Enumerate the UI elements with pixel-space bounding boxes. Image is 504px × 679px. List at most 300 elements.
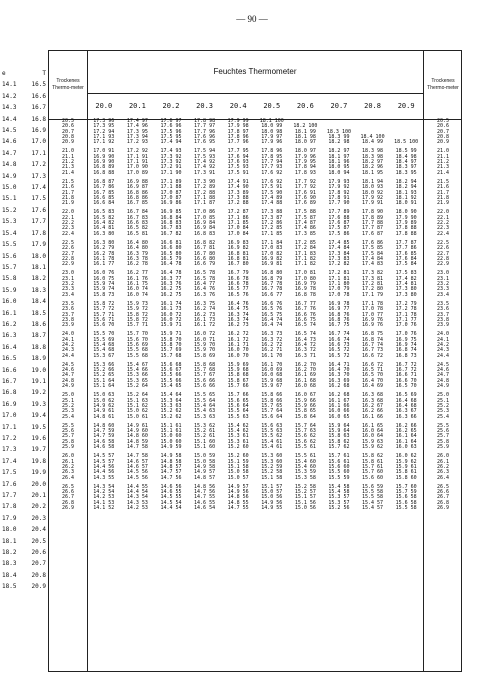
table-cell: 18.0 95 — [328, 164, 350, 171]
e-value: 14.5 — [2, 127, 17, 135]
table-cell: 16.1 70 — [261, 352, 283, 359]
table-cell: 17.3 95 — [126, 128, 148, 135]
table-cell: 15.3 60 — [261, 453, 283, 460]
e-value: 18.5 — [2, 583, 17, 591]
table-cell: 18.3 95 — [395, 169, 417, 176]
t-value: 16.8 — [31, 115, 46, 123]
table-cell: 17.5 93 — [227, 164, 249, 171]
table-cell: 14.8 56 — [194, 483, 216, 490]
table-cell: 16.3 70 — [328, 372, 350, 379]
table-row — [87, 293, 423, 298]
table-cell: 17.5 84 — [362, 250, 384, 257]
table-cell: 15.7 60 — [362, 469, 384, 476]
table-cell: 15.5 60 — [328, 469, 350, 476]
table-cell: 15.6 62 — [294, 433, 316, 440]
dry-value-left: 22.5 — [61, 239, 75, 246]
table-cell: 15.7 64 — [294, 422, 316, 429]
table-cell: 16.7 85 — [126, 200, 148, 207]
dry-value-right: 20.8 — [436, 133, 450, 140]
dry-value-right: 26.5 — [436, 483, 450, 490]
table-cell: 18.4 97 — [395, 159, 417, 166]
table-cell: 15.8 67 — [227, 377, 249, 384]
left-e-t-row — [0, 467, 48, 478]
table-cell: 15.7 71 — [126, 322, 148, 329]
left-e-t-row — [0, 558, 48, 569]
table-cell: 16.0 65 — [328, 413, 350, 420]
t-value: 19.0 — [31, 366, 46, 374]
table-cell: 15.6 65 — [227, 397, 249, 404]
e-value: 16.2 — [2, 320, 17, 328]
table-cell: 17.8 96 — [261, 148, 283, 155]
t-value: 17.7 — [31, 218, 46, 226]
dry-value-right: 21.2 — [436, 159, 450, 166]
table-cell: 16.7 75 — [328, 322, 350, 329]
row-group — [87, 424, 423, 450]
table-cell: 17.0 87 — [160, 194, 182, 201]
dry-value-right: 25.7 — [436, 433, 450, 440]
table-cell: 16.0 66 — [328, 408, 350, 415]
table-cell: 16.1 77 — [93, 261, 115, 268]
dry-value-right: 22.9 — [436, 261, 450, 268]
table-cell: 17.7 97 — [194, 123, 216, 130]
e-value: 17.8 — [2, 503, 17, 511]
table-cell: 15.0 58 — [227, 469, 249, 476]
table-cell: 14.7 55 — [194, 494, 216, 501]
table-cell: 17.5 90 — [261, 189, 283, 196]
dry-value-left: 24.0 — [61, 331, 75, 338]
left-e-t-row — [0, 490, 48, 501]
table-cell: 15.9 74 — [93, 286, 115, 293]
table-cell: 15.5 66 — [160, 372, 182, 379]
dry-values-left — [49, 119, 88, 671]
dry-value-right: 23.0 — [436, 270, 450, 277]
table-cell: 15.7 68 — [160, 352, 182, 359]
table-cell: 15.4 61 — [261, 444, 283, 451]
table-cell: 17.2 92 — [126, 148, 148, 155]
table-cell: 17.5 87 — [328, 225, 350, 232]
table-cell: 16.9 90 — [93, 153, 115, 160]
dry-value-left: 21.4 — [61, 169, 75, 176]
table-cell: 17.0 80 — [294, 275, 316, 282]
table-cell: 16.0 72 — [194, 331, 216, 338]
table-cell: 15.7 72 — [93, 306, 115, 313]
table-cell: 15.7 70 — [126, 331, 148, 338]
table-cell: 16.1 65 — [362, 422, 384, 429]
table-cell: 17.3 80 — [395, 286, 417, 293]
table-cell: 15.5 70 — [93, 331, 115, 338]
wet-thermometer-columns — [87, 93, 423, 119]
table-cell: 17.6 87 — [362, 230, 384, 237]
dry-value-right: 24.6 — [436, 367, 450, 374]
table-cell: 17.5 93 — [194, 153, 216, 160]
table-cell: 14.9 55 — [261, 505, 283, 511]
dry-value-right: 26.8 — [436, 499, 450, 506]
table-cell: 18.3 98 — [362, 153, 384, 160]
dry-group-right — [424, 454, 462, 480]
table-cell: 17.2 85 — [294, 239, 316, 246]
e-value: 17.0 — [2, 412, 17, 420]
table-cell: 16.7 78 — [261, 286, 283, 293]
dry-value-left: 20.9 — [61, 139, 75, 146]
dry-value-right: 26.6 — [436, 489, 450, 496]
table-cell: 15.5 63 — [227, 413, 249, 420]
table-cell: 14.9 57 — [194, 469, 216, 476]
table-cell: 16.2 75 — [160, 291, 182, 298]
table-cell: 15.5 63 — [261, 428, 283, 435]
table-cell: 17.1 83 — [294, 250, 316, 257]
table-cell: 17.1 88 — [194, 194, 216, 201]
left-e-t-row — [0, 216, 48, 227]
table-cell: 17.1 81 — [328, 275, 350, 282]
dry-value-right: 22.1 — [436, 214, 450, 221]
table-cell: 16.5 69 — [395, 392, 417, 399]
table-cell: 17.7 88 — [362, 220, 384, 227]
table-cell: 17.2 81 — [328, 270, 350, 277]
table-cell: 16.5 78 — [194, 270, 216, 277]
column-header: 20.6 — [296, 102, 314, 110]
table-cell: 17.6 88 — [328, 214, 350, 221]
left-e-t-row — [0, 239, 48, 250]
table-cell: 15.5 61 — [294, 444, 316, 451]
table-cell: 17.4 88 — [261, 200, 283, 207]
t-value: 20.6 — [31, 549, 46, 557]
e-header: e — [2, 70, 6, 77]
table-cell: 15.0 56 — [261, 494, 283, 501]
table-cell: 15.8 70 — [160, 336, 182, 343]
dry-value-left: 25.5 — [61, 422, 75, 429]
table-cell: 17.1 78 — [395, 311, 417, 318]
table-cell: 16.6 74 — [328, 336, 350, 343]
table-cell: 17.0 85 — [194, 214, 216, 221]
dry-value-right: 23.9 — [436, 322, 450, 329]
table-cell: 16.1 66 — [328, 402, 350, 409]
table-cell: 17.9 91 — [362, 200, 384, 207]
dry-value-left: 20.5 — [61, 118, 75, 124]
table-cell: 16.3 75 — [194, 300, 216, 307]
left-e-t-header — [0, 68, 48, 79]
e-value: 15.6 — [2, 252, 17, 260]
dry-value-right: 24.2 — [436, 341, 450, 348]
table-cell: 14.5 54 — [160, 499, 182, 506]
dry-value-left: 21.2 — [61, 159, 75, 166]
table-cell: 17.4 83 — [362, 261, 384, 268]
table-cell: 17.4 89 — [261, 194, 283, 201]
table-cell: 16.3 76 — [194, 291, 216, 298]
table-cell: 17.3 80 — [395, 291, 417, 298]
t-value: 19.5 — [31, 423, 46, 431]
dry-thermometer-label-right: Trockenes Thermo-meter — [423, 51, 462, 119]
t-header: T — [42, 70, 46, 77]
dry-value-left: 23.8 — [61, 316, 75, 323]
left-e-t-row — [0, 444, 48, 455]
table-cell: 16.1 74 — [160, 300, 182, 307]
table-cell: 15.5 58 — [362, 489, 384, 496]
dry-value-left: 24.3 — [61, 347, 75, 354]
table-cell: 15.0 58 — [194, 458, 216, 465]
table-cell: 15.5 65 — [194, 392, 216, 399]
dry-value-left: 21.0 — [61, 148, 75, 155]
table-cell: 17.5 83 — [395, 270, 417, 277]
dry-group-right — [424, 424, 462, 450]
table-cell: 18.1 94 — [362, 178, 384, 185]
table-cell: 15.7 67 — [194, 372, 216, 379]
table-cell: 14.8 59 — [126, 438, 148, 445]
table-cell: 16.0 64 — [362, 433, 384, 440]
table-cell: 14.6 54 — [194, 505, 216, 511]
table-cell: 16.5 72 — [328, 352, 350, 359]
table-cell: 16.4 68 — [395, 402, 417, 409]
table-cell: 17.1 84 — [261, 239, 283, 246]
table-cell: 15.1 64 — [93, 383, 115, 390]
table-cell: 17.8 98 — [194, 118, 216, 124]
table-cell: 17.3 95 — [93, 123, 115, 130]
e-value: 16.5 — [2, 355, 17, 363]
table-cell: 16.2 79 — [93, 245, 115, 252]
table-cell: 15.9 66 — [294, 402, 316, 409]
e-value: 15.0 — [2, 184, 17, 192]
dry-value-right: 23.8 — [436, 316, 450, 323]
table-cell: 17.3 88 — [261, 209, 283, 216]
dry-value-right: 24.9 — [436, 383, 450, 390]
t-value: 17.4 — [31, 184, 46, 192]
table-cell: 17.9 96 — [294, 153, 316, 160]
table-cell: 15.9 64 — [328, 422, 350, 429]
dry-value-right: 22.5 — [436, 239, 450, 246]
dry-value-left: 23.9 — [61, 322, 75, 329]
table-cell: 16.8 74 — [395, 347, 417, 354]
table-cell: 14.4 54 — [126, 489, 148, 496]
table-cell: 15.7 63 — [294, 428, 316, 435]
table-cell: 15.6 66 — [194, 383, 216, 390]
dry-value-left: 20.6 — [61, 123, 75, 130]
table-cell: 16.1 72 — [194, 322, 216, 329]
dry-group-right — [424, 149, 462, 175]
left-e-t-row — [0, 102, 48, 113]
table-cell: 15.5 61 — [294, 453, 316, 460]
dry-value-right: 22.8 — [436, 255, 450, 262]
table-cell: 14.6 55 — [160, 489, 182, 496]
table-cell: 17.2 79 — [395, 300, 417, 307]
table-cell: 15.2 64 — [126, 392, 148, 399]
table-cell: 17.1 87 — [194, 200, 216, 207]
t-value: 18.0 — [31, 252, 46, 260]
table-cell: 15.6 59 — [362, 483, 384, 490]
table-cell: 15.2 62 — [160, 408, 182, 415]
table-cell: 17.0 91 — [93, 148, 115, 155]
row-group — [87, 180, 423, 206]
table-cell: 16.1 70 — [261, 361, 283, 368]
t-value: 18.2 — [31, 275, 46, 283]
table-cell: 14.8 58 — [160, 458, 182, 465]
table-cell: 15.5 66 — [160, 377, 182, 384]
table-cell: 16.9 87 — [126, 184, 148, 191]
table-cell: 17.2 80 — [362, 286, 384, 293]
t-value: 19.7 — [31, 446, 46, 454]
dry-group-left — [49, 271, 87, 297]
table-cell: 17.6 97 — [160, 118, 182, 124]
dry-value-left: 23.5 — [61, 300, 75, 307]
dry-value-right: 21.6 — [436, 184, 450, 191]
table-cell: 16.7 84 — [126, 209, 148, 216]
table-cell: 17.3 89 — [227, 189, 249, 196]
table-cell: 16.3 72 — [261, 336, 283, 343]
t-value: 20.2 — [31, 503, 46, 511]
table-cell: 16.5 79 — [160, 255, 182, 262]
table-cell: 17.5 85 — [362, 245, 384, 252]
dry-value-left: 24.9 — [61, 383, 75, 390]
t-value: 17.8 — [31, 229, 46, 237]
dry-value-left: 21.5 — [61, 178, 75, 185]
t-value: 20.8 — [31, 571, 46, 579]
table-cell: 17.9 98 — [227, 123, 249, 130]
table-body — [49, 119, 461, 671]
table-cell: 17.1 90 — [160, 169, 182, 176]
table-cell: 16.8 84 — [160, 214, 182, 221]
table-cell: 17.0 76 — [395, 322, 417, 329]
e-value: 18.0 — [2, 526, 17, 534]
table-cell: 15.3 63 — [160, 402, 182, 409]
table-cell: 16.4 76 — [194, 286, 216, 293]
table-cell: 16.9 85 — [160, 209, 182, 216]
table-cell: 16.9 83 — [227, 239, 249, 246]
table-cell: 16.7 78 — [261, 281, 283, 288]
table-cell: 15.4 60 — [294, 458, 316, 465]
table-cell: 18.0 92 — [362, 189, 384, 196]
left-e-t-row — [0, 387, 48, 398]
table-row — [87, 140, 423, 145]
table-cell: 18.3 98 — [362, 148, 384, 155]
t-value: 19.9 — [31, 469, 46, 477]
table-cell: 16.4 78 — [160, 270, 182, 277]
table-cell: 17.3 83 — [328, 255, 350, 262]
table-cell: 16.2 72 — [261, 341, 283, 348]
column-header: 20.4 — [229, 102, 247, 110]
e-value: 15.5 — [2, 241, 17, 249]
table-cell: 16.5 74 — [294, 331, 316, 338]
dry-value-left: 23.3 — [61, 286, 75, 293]
table-cell: 17.2 88 — [194, 189, 216, 196]
table-cell: 15.5 58 — [395, 505, 417, 511]
table-cell: 17.0 87 — [160, 189, 182, 196]
e-value: 16.3 — [2, 332, 17, 340]
table-cell: 15.6 60 — [362, 474, 384, 481]
table-cell: 15.9 68 — [261, 377, 283, 384]
table-cell: 16.0 70 — [227, 352, 249, 359]
left-e-t-row — [0, 319, 48, 330]
table-cell: 14.8 60 — [93, 422, 115, 429]
table-cell: 15.5 64 — [227, 408, 249, 415]
dry-value-right: 21.1 — [436, 153, 450, 160]
table-cell: 15.2 57 — [294, 489, 316, 496]
table-cell: 16.7 77 — [294, 300, 316, 307]
table-cell: 16.2 70 — [294, 361, 316, 368]
table-cell: 18.2 98 — [328, 139, 350, 146]
dry-value-right: 23.7 — [436, 311, 450, 318]
table-cell: 17.5 87 — [294, 214, 316, 221]
table-cell: 15.7 71 — [93, 311, 115, 318]
table-cell: 15.7 62 — [328, 444, 350, 451]
table-cell: 15.0 63 — [93, 392, 115, 399]
dry-value-left: 22.7 — [61, 250, 75, 257]
table-cell: 17.5 95 — [160, 133, 182, 140]
table-cell: 17.8 95 — [261, 153, 283, 160]
table-cell: 15.4 57 — [362, 505, 384, 511]
table-cell: 16.3 72 — [294, 347, 316, 354]
left-e-t-row — [0, 114, 48, 125]
table-cell: 15.1 62 — [126, 402, 148, 409]
table-cell: 18.5 99 — [395, 148, 417, 155]
table-cell: 16.2 68 — [328, 383, 350, 390]
left-e-t-row — [0, 524, 48, 535]
table-cell: 15.1 58 — [261, 474, 283, 481]
table-cell: 16.2 67 — [362, 402, 384, 409]
dry-value-right: 23.4 — [436, 291, 450, 298]
table-cell: 16.5 76 — [227, 291, 249, 298]
table-cell: 15.4 65 — [160, 383, 182, 390]
table-cell: 16.9 82 — [227, 245, 249, 252]
table-cell: 15.8 66 — [261, 392, 283, 399]
column-header: 20.2 — [162, 102, 180, 110]
table-cell: 16.2 78 — [93, 250, 115, 257]
table-cell: 16.8 78 — [294, 291, 316, 298]
dry-value-left: 25.3 — [61, 408, 75, 415]
e-value: 14.2 — [2, 92, 17, 100]
table-cell: 16.8 81 — [227, 250, 249, 257]
dry-value-right: 21.4 — [436, 169, 450, 176]
table-cell: 17.7 87 — [362, 225, 384, 232]
table-cell: 14.6 58 — [93, 438, 115, 445]
table-cell: 16.8 74 — [362, 336, 384, 343]
table-cell: 15.6 70 — [126, 336, 148, 343]
left-e-t-row — [0, 296, 48, 307]
left-e-t-row — [0, 365, 48, 376]
table-cell: 15.8 61 — [362, 458, 384, 465]
table-cell: 14.3 54 — [126, 494, 148, 501]
table-cell: 16.3 80 — [93, 239, 115, 246]
table-cell: 18.1 95 — [362, 169, 384, 176]
dry-value-right: 25.3 — [436, 408, 450, 415]
t-value: 18.4 — [31, 298, 46, 306]
table-cell: 16.9 76 — [362, 322, 384, 329]
table-cell: 16.6 81 — [160, 239, 182, 246]
table-cell: 16.2 66 — [395, 422, 417, 429]
table-cell: 15.3 61 — [227, 438, 249, 445]
table-cell: 15.1 60 — [194, 438, 216, 445]
left-e-t-row — [0, 193, 48, 204]
table-cell: 16.3 68 — [362, 392, 384, 399]
table-cell: 17.4 87 — [294, 220, 316, 227]
table-cell: 14.6 57 — [126, 463, 148, 470]
table-cell: 16.4 70 — [328, 367, 350, 374]
dry-group-left — [49, 210, 87, 236]
table-cell: 17.6 93 — [227, 159, 249, 166]
dry-value-right: 21.5 — [436, 178, 450, 185]
table-cell: 16.6 79 — [194, 261, 216, 268]
table-cell: 16.3 79 — [126, 250, 148, 257]
table-cell: 16.6 83 — [126, 220, 148, 227]
dry-value-right: 21.8 — [436, 194, 450, 201]
table-cell: 14.6 58 — [93, 444, 115, 451]
t-value: 17.5 — [31, 195, 46, 203]
table-row — [87, 476, 423, 481]
e-value: 16.7 — [2, 377, 17, 385]
dry-value-right: 22.6 — [436, 245, 450, 252]
left-e-t-row — [0, 136, 48, 147]
dry-thermometer-label-left: Trockenes Thermo-meter — [49, 51, 88, 119]
table-cell: 16.4 80 — [126, 239, 148, 246]
table-cell: 15.7 59 — [395, 489, 417, 496]
table-cell: 16.7 76 — [294, 306, 316, 313]
